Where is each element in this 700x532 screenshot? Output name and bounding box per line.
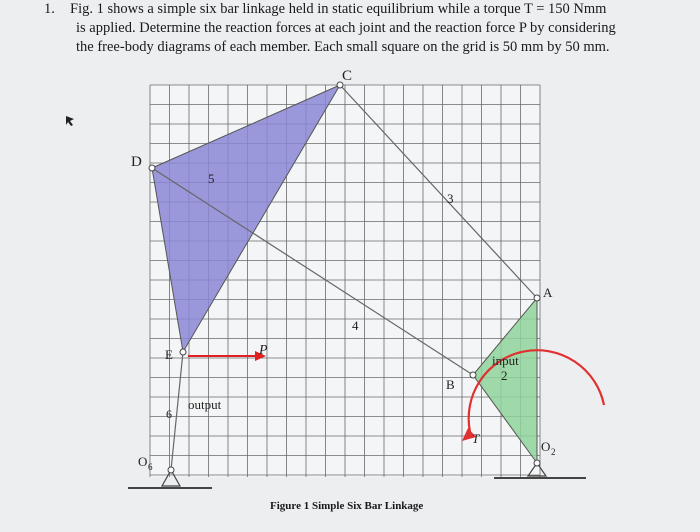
question-number: 1. bbox=[44, 1, 55, 17]
mouse-cursor-icon bbox=[66, 116, 74, 126]
label-o2: O bbox=[541, 439, 551, 454]
label-o6: O bbox=[138, 454, 148, 469]
label-torque-t: T bbox=[472, 431, 480, 446]
joint-e bbox=[180, 349, 186, 355]
label-o6-subscript: 6 bbox=[148, 462, 153, 472]
label-member-2: 2 bbox=[501, 368, 508, 383]
label-d: D bbox=[131, 154, 142, 170]
joint-b bbox=[470, 372, 476, 378]
label-o2-subscript: 2 bbox=[551, 447, 556, 457]
label-input: input bbox=[492, 353, 519, 368]
label-output: output bbox=[188, 397, 222, 412]
joint-o2 bbox=[534, 460, 540, 466]
label-member-3: 3 bbox=[447, 191, 454, 206]
label-a: A bbox=[543, 285, 553, 300]
label-force-p: P bbox=[259, 343, 268, 358]
question-line-1: Fig. 1 shows a simple six bar linkage held in static equilibrium while a torque T = 150 Nmm bbox=[70, 1, 607, 17]
joint-d bbox=[149, 165, 155, 171]
label-member-4: 4 bbox=[352, 318, 359, 333]
label-member-5: 5 bbox=[208, 171, 215, 186]
figure-caption: Figure 1 Simple Six Bar Linkage bbox=[270, 500, 424, 512]
joint-a bbox=[534, 295, 540, 301]
label-member-6: 6 bbox=[166, 407, 172, 421]
question-line-3: the free-body diagrams of each member. Each small square on the grid is 50 mm by 50 mm. bbox=[76, 39, 610, 55]
question-line-2: is applied. Determine the reaction forces at each joint and the reaction force P by considering bbox=[76, 20, 616, 36]
label-b: B bbox=[446, 377, 455, 392]
joint-o6 bbox=[168, 467, 174, 473]
label-e: E bbox=[165, 347, 173, 362]
label-c: C bbox=[342, 68, 353, 84]
